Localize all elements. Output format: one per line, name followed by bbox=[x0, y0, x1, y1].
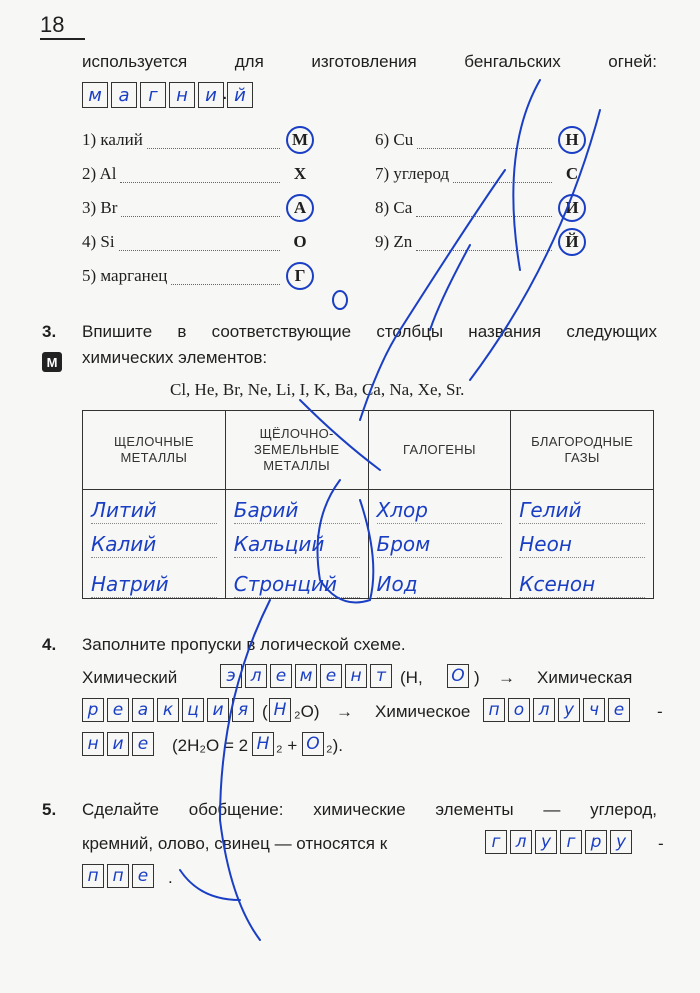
page-number: 18 bbox=[40, 12, 65, 37]
letter-box[interactable]: к bbox=[157, 698, 179, 722]
table-cell[interactable] bbox=[225, 490, 368, 525]
letter-box[interactable]: л bbox=[510, 830, 532, 854]
task5-number: 5. bbox=[42, 800, 57, 819]
task4-line1-start: Химический bbox=[82, 668, 178, 687]
letter-box[interactable]: и bbox=[107, 732, 129, 756]
letter-box[interactable]: н bbox=[82, 732, 104, 756]
option-letter[interactable]: М bbox=[286, 126, 314, 154]
task4-number: 4. bbox=[42, 635, 57, 654]
option-dotted-line bbox=[453, 182, 552, 183]
option-dotted-line bbox=[171, 284, 280, 285]
task4-word3a-boxes[interactable] bbox=[483, 698, 633, 722]
header-alkali-metals bbox=[83, 411, 226, 490]
letter-box[interactable]: л bbox=[533, 698, 555, 722]
option-dotted-line bbox=[120, 182, 280, 183]
handwritten-element-name: Хлор bbox=[377, 497, 503, 524]
table-cell[interactable] bbox=[225, 558, 368, 599]
table-row bbox=[83, 524, 654, 558]
header-line: МЕТАЛЛЫ bbox=[263, 458, 330, 473]
task5-end: . bbox=[168, 868, 173, 887]
task4-box-h[interactable]: Н bbox=[269, 698, 291, 722]
task2-intro-text: используется для изготовления бенгальских огней: bbox=[82, 52, 657, 71]
task4-eq-mid: ₂ + bbox=[276, 736, 298, 755]
header-line: БЛАГОРОДНЫЕ bbox=[531, 434, 634, 449]
handwritten-element-name: Бром bbox=[377, 531, 503, 558]
option-label: 7) углерод bbox=[375, 164, 450, 183]
handwritten-element-name: Натрий bbox=[91, 571, 217, 598]
task4-hyphen: - bbox=[657, 702, 663, 721]
letter-box[interactable]: е bbox=[270, 664, 292, 688]
task5-hyphen: - bbox=[658, 834, 664, 853]
option-dotted-line bbox=[119, 250, 280, 251]
option-dotted-line bbox=[417, 148, 552, 149]
letter-box[interactable]: и bbox=[198, 82, 224, 108]
header-line: ГАЛОГЕНЫ bbox=[402, 442, 476, 457]
task4-line1-end: Химическая bbox=[537, 668, 633, 687]
handwritten-element-name: Кальций bbox=[234, 531, 360, 558]
option-label: 5) марганец bbox=[82, 266, 168, 285]
option-label: 8) Ca bbox=[375, 198, 413, 217]
task4-box-o[interactable]: О bbox=[447, 664, 469, 688]
task4-word1-boxes[interactable] bbox=[220, 664, 395, 688]
letter-box[interactable]: е bbox=[132, 864, 154, 888]
letter-box[interactable]: а bbox=[132, 698, 154, 722]
table-cell[interactable] bbox=[83, 490, 226, 525]
letter-box[interactable]: т bbox=[370, 664, 392, 688]
task3-text-line2: химических элементов: bbox=[82, 348, 268, 367]
letter-box[interactable]: г bbox=[140, 82, 166, 108]
task4-formula-open: ( bbox=[262, 702, 268, 721]
letter-box[interactable]: е bbox=[320, 664, 342, 688]
letter-box[interactable]: г bbox=[560, 830, 582, 854]
letter-box[interactable]: е bbox=[107, 698, 129, 722]
option-letter[interactable]: Н bbox=[558, 126, 586, 154]
letter-box[interactable]: п bbox=[483, 698, 505, 722]
task4-eq-box-o[interactable]: О bbox=[302, 732, 324, 756]
letter-box[interactable]: у bbox=[610, 830, 632, 854]
letter-box[interactable]: у bbox=[535, 830, 557, 854]
header-line: ЩЁЛОЧНО- bbox=[259, 426, 334, 441]
table-cell[interactable] bbox=[368, 490, 511, 525]
table-row bbox=[83, 490, 654, 525]
task5-line1: Сделайте обобщение: химические элементы — углерод, bbox=[82, 800, 657, 819]
letter-box[interactable]: и bbox=[207, 698, 229, 722]
table-cell[interactable] bbox=[511, 558, 654, 599]
handwritten-element-name: Неон bbox=[519, 531, 645, 558]
task4-word3b-boxes[interactable] bbox=[82, 732, 157, 756]
task4-eq-box-h[interactable]: Н bbox=[252, 732, 274, 756]
option-dotted-line bbox=[416, 216, 552, 217]
task5-word-a-boxes[interactable] bbox=[485, 830, 635, 854]
task4-word2-boxes[interactable] bbox=[82, 698, 257, 722]
option-label: 9) Zn bbox=[375, 232, 413, 251]
letter-box[interactable]: й bbox=[227, 82, 253, 108]
task4-formula-close: ₂O) bbox=[294, 702, 320, 721]
letter-box[interactable]: п bbox=[107, 864, 129, 888]
letter-box[interactable]: п bbox=[82, 864, 104, 888]
letter-box[interactable]: р bbox=[82, 698, 104, 722]
elements-list: Cl, He, Br, Ne, Li, I, K, Ba, Ca, Na, Xe, Sr. bbox=[170, 380, 465, 399]
option-dotted-line bbox=[147, 148, 280, 149]
option-label: 1) калий bbox=[82, 130, 143, 149]
handwritten-element-name: Барий bbox=[234, 497, 360, 524]
header-line: ЩЕЛОЧНЫЕ bbox=[113, 434, 194, 449]
task4-line2-end: Химическое bbox=[375, 702, 471, 721]
header-line: ЗЕМЕЛЬНЫЕ bbox=[253, 442, 340, 457]
arrow-right-icon: → bbox=[498, 668, 515, 687]
task4-equation-start: (2H₂O = 2 bbox=[172, 736, 249, 755]
handwritten-element-name: Стронций bbox=[234, 571, 360, 598]
header-line: МЕТАЛЛЫ bbox=[120, 450, 188, 465]
handwritten-element-name: Калий bbox=[91, 531, 217, 558]
table-cell[interactable] bbox=[511, 490, 654, 525]
option-letter[interactable]: Й bbox=[558, 228, 586, 256]
option-label: 4) Si bbox=[82, 232, 115, 251]
option-letter[interactable]: Х bbox=[293, 164, 307, 183]
option-letter[interactable]: А bbox=[286, 194, 314, 222]
letter-box[interactable]: л bbox=[245, 664, 267, 688]
option-dotted-line bbox=[121, 216, 280, 217]
letter-box[interactable]: ц bbox=[182, 698, 204, 722]
option-dotted-line bbox=[416, 250, 552, 251]
handwritten-element-name: Ксенон bbox=[519, 571, 645, 598]
task3-number: 3. bbox=[42, 322, 57, 341]
header-noble-gases bbox=[511, 411, 654, 490]
header-halogens bbox=[368, 411, 511, 490]
option-letter[interactable]: О bbox=[293, 232, 307, 251]
handwritten-element-name: Литий bbox=[91, 497, 217, 524]
letter-box[interactable]: е bbox=[132, 732, 154, 756]
letter-box[interactable]: а bbox=[111, 82, 137, 108]
letter-box[interactable]: о bbox=[508, 698, 530, 722]
option-label: 6) Cu bbox=[375, 130, 414, 149]
m-badge-icon: М bbox=[42, 352, 62, 372]
task4-line1-mid: (H, bbox=[400, 668, 423, 687]
handwritten-element-name: Иод bbox=[377, 571, 503, 598]
task3-text-line1: Впишите в соответствующие столбцы названия следующих bbox=[82, 322, 657, 341]
letter-box[interactable]: э bbox=[220, 664, 242, 688]
header-rule bbox=[40, 38, 85, 40]
header-line: ГАЗЫ bbox=[564, 450, 600, 465]
header-alkaline-earth-metals bbox=[225, 411, 368, 490]
letter-box[interactable]: ч bbox=[583, 698, 605, 722]
task2-answer-end: . bbox=[222, 82, 228, 104]
task2-answer-boxes[interactable] bbox=[82, 82, 256, 108]
task5-word-b-boxes[interactable] bbox=[82, 864, 157, 888]
handwritten-element-name: Гелий bbox=[519, 497, 645, 524]
option-letter[interactable]: Г bbox=[286, 262, 314, 290]
table-cell[interactable] bbox=[225, 524, 368, 558]
letter-box[interactable]: р bbox=[585, 830, 607, 854]
table-cell[interactable] bbox=[368, 524, 511, 558]
option-letter[interactable]: С bbox=[565, 164, 579, 183]
task5-line2-start: кремний, олово, свинец — относятся к bbox=[82, 834, 388, 853]
table-cell[interactable] bbox=[368, 558, 511, 599]
letter-box[interactable]: м bbox=[82, 82, 108, 108]
table-cell[interactable] bbox=[511, 524, 654, 558]
task4-text: Заполните пропуски в логической схеме. bbox=[82, 635, 406, 654]
letter-box[interactable]: н bbox=[345, 664, 367, 688]
letter-box[interactable]: е bbox=[608, 698, 630, 722]
arrow-right-icon-2: → bbox=[336, 702, 353, 721]
table-cell[interactable] bbox=[83, 558, 226, 599]
letter-box[interactable]: н bbox=[169, 82, 195, 108]
letter-box[interactable]: у bbox=[558, 698, 580, 722]
task4-equation-end: ₂). bbox=[326, 736, 343, 755]
table-row bbox=[83, 558, 654, 599]
letter-box[interactable]: г bbox=[485, 830, 507, 854]
letter-box[interactable]: м bbox=[295, 664, 317, 688]
option-label: 2) Al bbox=[82, 164, 117, 183]
letter-box[interactable]: я bbox=[232, 698, 254, 722]
elements-table bbox=[82, 410, 654, 599]
task4-line1-close: ) bbox=[474, 668, 480, 687]
option-letter[interactable]: И bbox=[558, 194, 586, 222]
option-label: 3) Br bbox=[82, 198, 118, 217]
table-cell[interactable] bbox=[83, 524, 226, 558]
